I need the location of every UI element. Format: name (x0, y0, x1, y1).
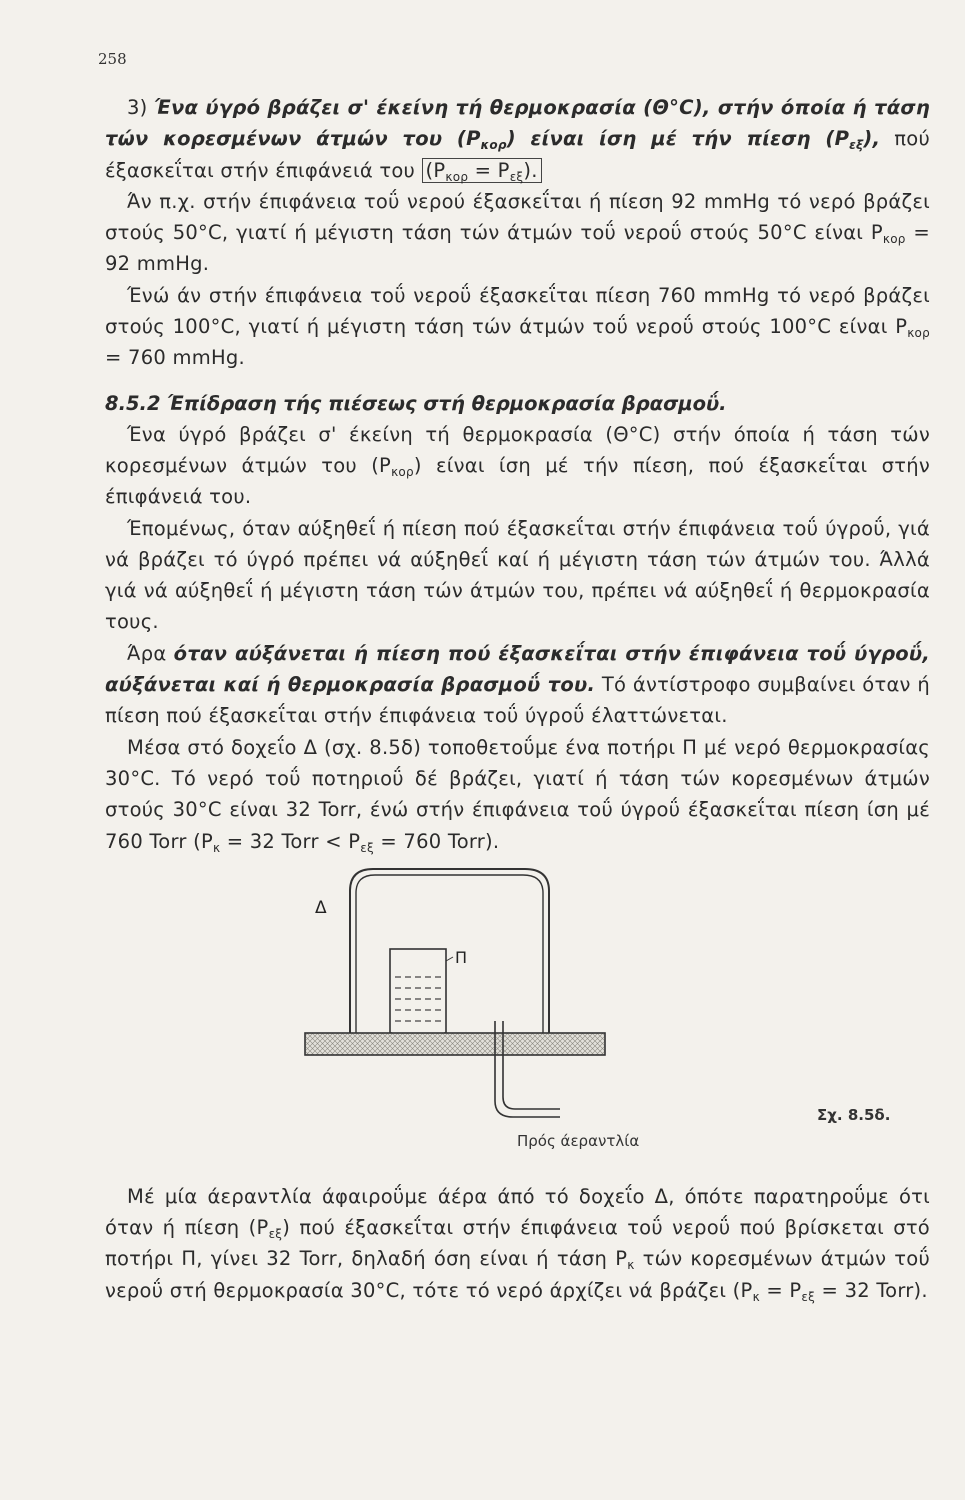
paragraph-consequence: Έπομένως, όταν αύξηθεΐ ή πίεση πού έξασκεΐται στήν έπιφάνεια τοΰ ύγροΰ, γιά νά βράζει τό ύγρό πρέπει νά αύξηθεΐ καί ή μέγιστη τάση τών άτμών του. Άλλά γιά νά αύξηθεΐ ή μέγιστη τάση τών άτμών του, πρέπει νά αύξηθεΐ ή θερμοκρασία τους. (105, 516, 930, 634)
base-plate (305, 1033, 605, 1055)
paragraph-conclusion: Άρα όταν αύξάνεται ή πίεση πού έξασκεΐται στήν έπιφάνεια τοΰ ύγροΰ, αύξάνεται καί ή θερμοκρασία βρασμοΰ του. Τό άντίστροφο συμβαίνει όταν ή πίεση πού έξασκεΐται στήν έπιφάνεια τοΰ ύγροΰ έλαττώνεται. (105, 641, 930, 728)
paragraph-example-760: Ένώ άν στήν έπιφάνεια τοΰ νεροΰ έξασκεΐται πίεση 760 mmHg τό νερό βράζει στούς 100°C, γιατί ή μέγιστη τάση τών άτμών τοΰ νεροΰ στούς 100°C είναι $P_{\kappa o\rho} = 760$ mmHg. (105, 283, 930, 370)
section-heading: 8.5.2 Έπίδραση τής πιέσεως στή θερμοκρασία βρασμοΰ. (105, 391, 727, 415)
bell-jar-outline (350, 869, 549, 1033)
paragraph-experiment: Μέσα στό δοχεΐο Δ (σχ. 8.5δ) τοποθετοΰμε ένα ποτήρι Π μέ νερό θερμοκρασίας 30°C. Τό νερό τοΰ ποτηριοΰ δέ βράζει, γιατί ή τάση τών κορεσμένων άτμών στούς 30°C είναι 32 Torr, ένώ στήν έπιφάνεια τοΰ ύγροΰ έξασκεΐται πίεση ίση μέ 760 Torr ($P_\kappa = 32$ Torr < $P_{\varepsilon\xi} = 760$ Torr). (105, 735, 930, 855)
conclusion-bold: όταν αύξάνεται ή πίεση πού έξασκεΐται στήν έπιφάνεια τοΰ ύγροΰ, αύξάνεται καί ή θερμοκρασία βρασμοΰ του. (105, 641, 930, 697)
rule-statement: Ένα ύγρό βράζει σ' έκείνη τή θερμοκρασία (Θ°C), στήν όποία ή τάση τών κορεσμένων άτμών του $(P_{\kappa o\rho})$ είναι ίση μέ τήν πίεση $(P_{\varepsilon\xi})$, (105, 96, 930, 153)
label-glass: Π (455, 947, 468, 967)
apparatus-diagram (105, 861, 930, 1171)
label-pump: Πρός άεραντλία (517, 1131, 640, 1150)
paragraph-pump-experiment: Μέ μία άεραντλία άφαιροΰμε άέρα άπό τό δοχεΐο Δ, όπότε παρατηροΰμε ότι όταν ή πίεση $(P_{\varepsilon\xi})$ πού έξασκεΐται στήν έπιφάνεια τοΰ νεροΰ πού βρίσκεται στό ποτήρι Π, γίνει 32 Torr, δηλαδή όση είναι ή τάση $P_\kappa$ τών κορεσμένων άτμών τοΰ νεροΰ στή θερμοκρασία 30°C, τότε τό νερό άρχίζει νά βράζει ($P_\kappa = P_{\varepsilon\xi} = 32$ Torr). (105, 1184, 930, 1304)
paragraph-example-92: Άν π.χ. στήν έπιφάνεια τοΰ νερού έξασκεΐται ή πίεση 92 mmHg τό νερό βράζει στούς 50°C, γιατί ή μέγιστη τάση τών άτμών τοΰ νεροΰ στούς 50°C είναι $P_{\kappa o\rho} = 92$ mmHg. (105, 189, 930, 276)
bell-jar-inner-outline (356, 875, 543, 1033)
figure-caption: Σχ. 8.5δ. (817, 1105, 891, 1124)
water-level (392, 973, 444, 1033)
page-content (105, 92, 930, 1306)
figure-8-5d (105, 861, 930, 1171)
label-container: Δ (315, 897, 327, 918)
rule-number: 3) (127, 96, 155, 119)
paragraph-boiling-definition: Ένα ύγρό βράζει σ' έκείνη τή θερμοκρασία (Θ°C) στήν όποία ή τάση τών κορεσμένων άτμών του $(P_{\kappa o\rho})$ είναι ίση μέ τήν πίεση, πού έξασκεΐται στήν έπιφάνειά του. (105, 422, 930, 509)
boxed-equation: $(P_{\kappa o\rho} = P_{\varepsilon\xi})$. (422, 158, 542, 183)
paragraph-rule-3 (105, 92, 930, 186)
rule-tail: πού έξασκεΐται στήν έπιφάνειά του (105, 127, 930, 182)
page-number: 258 (98, 50, 127, 68)
